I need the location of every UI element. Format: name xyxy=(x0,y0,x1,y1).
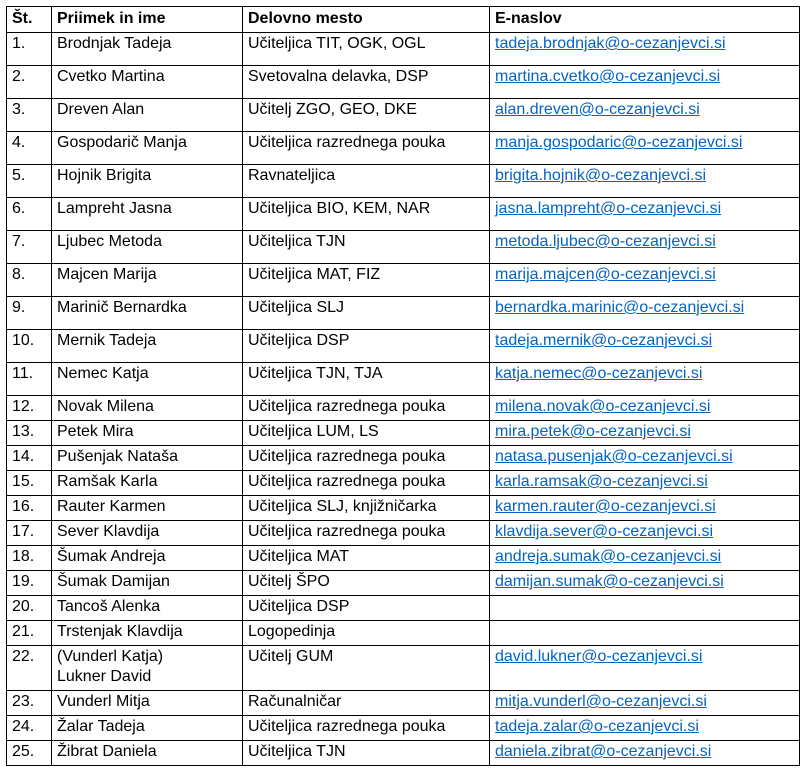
table-row xyxy=(7,330,800,363)
email-link[interactable]: natasa.pusenjak@o-cezanjevci.si xyxy=(495,448,733,465)
staff-email-cell xyxy=(490,446,800,471)
table-row xyxy=(7,132,800,165)
staff-position: Učiteljica SLJ xyxy=(243,297,490,330)
table-row xyxy=(7,496,800,521)
staff-position: Učiteljica MAT xyxy=(243,546,490,571)
row-number: 21. xyxy=(7,621,52,646)
email-link[interactable]: tadeja.zalar@o-cezanjevci.si xyxy=(495,718,699,735)
staff-position: Učitelj ZGO, GEO, DKE xyxy=(243,99,490,132)
header-name: Priimek in ime xyxy=(52,7,243,33)
row-number: 20. xyxy=(7,596,52,621)
staff-name: Ramšak Karla xyxy=(52,471,243,496)
row-number: 6. xyxy=(7,198,52,231)
email-link[interactable]: karla.ramsak@o-cezanjevci.si xyxy=(495,473,708,490)
email-link[interactable]: katja.nemec@o-cezanjevci.si xyxy=(495,365,703,382)
table-row xyxy=(7,264,800,297)
table-row xyxy=(7,546,800,571)
row-number: 23. xyxy=(7,691,52,716)
email-link[interactable]: klavdija.sever@o-cezanjevci.si xyxy=(495,523,714,540)
row-number: 5. xyxy=(7,165,52,198)
table-row xyxy=(7,363,800,396)
staff-table xyxy=(6,6,800,766)
staff-position: Računalničar xyxy=(243,691,490,716)
table-row xyxy=(7,33,800,66)
row-number: 14. xyxy=(7,446,52,471)
staff-position: Učiteljica SLJ, knjižničarka xyxy=(243,496,490,521)
staff-position: Svetovalna delavka, DSP xyxy=(243,66,490,99)
row-number: 24. xyxy=(7,716,52,741)
row-number: 25. xyxy=(7,741,52,766)
staff-name: Dreven Alan xyxy=(52,99,243,132)
email-link[interactable]: tadeja.mernik@o-cezanjevci.si xyxy=(495,332,713,349)
staff-email-cell xyxy=(490,571,800,596)
staff-name: Sever Klavdija xyxy=(52,521,243,546)
staff-name: Tancoš Alenka xyxy=(52,596,243,621)
staff-name: Nemec Katja xyxy=(52,363,243,396)
staff-email-cell xyxy=(490,198,800,231)
table-row xyxy=(7,297,800,330)
staff-name: Žalar Tadeja xyxy=(52,716,243,741)
email-link[interactable]: mira.petek@o-cezanjevci.si xyxy=(495,423,691,440)
staff-email-cell xyxy=(490,99,800,132)
table-row xyxy=(7,596,800,621)
staff-position: Učiteljica BIO, KEM, NAR xyxy=(243,198,490,231)
staff-name-line: Lukner David xyxy=(57,668,152,685)
staff-name: Marinič Bernardka xyxy=(52,297,243,330)
staff-name: Cvetko Martina xyxy=(52,66,243,99)
email-link[interactable]: jasna.lampreht@o-cezanjevci.si xyxy=(495,200,722,217)
staff-name: Pušenjak Nataša xyxy=(52,446,243,471)
staff-rows xyxy=(7,33,800,766)
staff-position: Učiteljica DSP xyxy=(243,330,490,363)
staff-position: Učiteljica TJN, TJA xyxy=(243,363,490,396)
staff-name: Brodnjak Tadeja xyxy=(52,33,243,66)
table-row xyxy=(7,99,800,132)
row-number: 22. xyxy=(7,646,52,691)
staff-email-cell xyxy=(490,496,800,521)
staff-position: Učitelj GUM xyxy=(243,646,490,691)
row-number: 11. xyxy=(7,363,52,396)
email-link[interactable]: bernardka.marinic@o-cezanjevci.si xyxy=(495,299,745,316)
table-row xyxy=(7,621,800,646)
staff-email-cell xyxy=(490,363,800,396)
row-number: 4. xyxy=(7,132,52,165)
staff-email-cell xyxy=(490,33,800,66)
staff-email-cell xyxy=(490,546,800,571)
staff-name: Rauter Karmen xyxy=(52,496,243,521)
staff-email-cell xyxy=(490,716,800,741)
email-link[interactable]: martina.cvetko@o-cezanjevci.si xyxy=(495,68,721,85)
row-number: 19. xyxy=(7,571,52,596)
staff-email-cell xyxy=(490,396,800,421)
table-row xyxy=(7,198,800,231)
header-email: E-naslov xyxy=(490,7,800,33)
table-row xyxy=(7,716,800,741)
staff-email-cell xyxy=(490,264,800,297)
staff-position: Učiteljica TIT, OGK, OGL xyxy=(243,33,490,66)
staff-name: Hojnik Brigita xyxy=(52,165,243,198)
staff-email-cell xyxy=(490,421,800,446)
email-link[interactable]: andreja.sumak@o-cezanjevci.si xyxy=(495,548,722,565)
email-link[interactable]: mitja.vunderl@o-cezanjevci.si xyxy=(495,693,707,710)
table-row xyxy=(7,741,800,766)
staff-email-cell xyxy=(490,297,800,330)
staff-email-cell xyxy=(490,521,800,546)
row-number: 9. xyxy=(7,297,52,330)
staff-position: Učiteljica razrednega pouka xyxy=(243,132,490,165)
staff-position: Logopedinja xyxy=(243,621,490,646)
staff-email-cell xyxy=(490,330,800,363)
staff-name: Novak Milena xyxy=(52,396,243,421)
staff-position: Učiteljica razrednega pouka xyxy=(243,521,490,546)
staff-name: Šumak Andreja xyxy=(52,546,243,571)
email-link[interactable]: tadeja.brodnjak@o-cezanjevci.si xyxy=(495,35,726,52)
staff-name: Šumak Damijan xyxy=(52,571,243,596)
staff-email-cell xyxy=(490,471,800,496)
staff-name: Gospodarič Manja xyxy=(52,132,243,165)
table-row xyxy=(7,231,800,264)
staff-name: Majcen Marija xyxy=(52,264,243,297)
staff-position: Učiteljica razrednega pouka xyxy=(243,471,490,496)
row-number: 16. xyxy=(7,496,52,521)
table-row xyxy=(7,421,800,446)
email-link[interactable]: metoda.ljubec@o-cezanjevci.si xyxy=(495,233,716,250)
staff-email-cell xyxy=(490,66,800,99)
table-row xyxy=(7,571,800,596)
staff-email-cell xyxy=(490,596,800,621)
row-number: 10. xyxy=(7,330,52,363)
email-link[interactable]: damijan.sumak@o-cezanjevci.si xyxy=(495,573,724,590)
staff-position: Učiteljica razrednega pouka xyxy=(243,716,490,741)
staff-email-cell xyxy=(490,691,800,716)
email-link[interactable]: daniela.zibrat@o-cezanjevci.si xyxy=(495,743,712,760)
staff-email-cell xyxy=(490,132,800,165)
staff-position: Učitelj ŠPO xyxy=(243,571,490,596)
staff-email-cell xyxy=(490,741,800,766)
staff-email-cell xyxy=(490,646,800,691)
staff-name xyxy=(52,646,243,691)
staff-name: Žibrat Daniela xyxy=(52,741,243,766)
staff-email-cell xyxy=(490,231,800,264)
row-number: 15. xyxy=(7,471,52,496)
email-link[interactable]: karmen.rauter@o-cezanjevci.si xyxy=(495,498,716,515)
header-number: Št. xyxy=(7,7,52,33)
email-link[interactable]: marija.majcen@o-cezanjevci.si xyxy=(495,266,716,283)
row-number: 7. xyxy=(7,231,52,264)
table-row xyxy=(7,66,800,99)
staff-name: Ljubec Metoda xyxy=(52,231,243,264)
staff-position: Učiteljica DSP xyxy=(243,596,490,621)
row-number: 1. xyxy=(7,33,52,66)
header-row xyxy=(7,7,800,33)
row-number: 12. xyxy=(7,396,52,421)
table-row xyxy=(7,521,800,546)
table-row xyxy=(7,471,800,496)
row-number: 2. xyxy=(7,66,52,99)
staff-position: Učiteljica razrednega pouka xyxy=(243,446,490,471)
table-row xyxy=(7,396,800,421)
staff-name: Petek Mira xyxy=(52,421,243,446)
staff-email-cell xyxy=(490,165,800,198)
email-link[interactable]: milena.novak@o-cezanjevci.si xyxy=(495,398,711,415)
staff-position: Učiteljica MAT, FIZ xyxy=(243,264,490,297)
header-position: Delovno mesto xyxy=(243,7,490,33)
staff-position: Ravnateljica xyxy=(243,165,490,198)
table-row xyxy=(7,691,800,716)
staff-name: Vunderl Mitja xyxy=(52,691,243,716)
row-number: 17. xyxy=(7,521,52,546)
staff-position: Učiteljica TJN xyxy=(243,741,490,766)
email-link[interactable]: brigita.hojnik@o-cezanjevci.si xyxy=(495,167,706,184)
staff-position: Učiteljica razrednega pouka xyxy=(243,396,490,421)
email-link[interactable]: manja.gospodaric@o-cezanjevci.si xyxy=(495,134,743,151)
row-number: 13. xyxy=(7,421,52,446)
row-number: 3. xyxy=(7,99,52,132)
staff-name: Lampreht Jasna xyxy=(52,198,243,231)
staff-email-cell xyxy=(490,621,800,646)
staff-name-line: (Vunderl Katja) xyxy=(57,648,164,665)
row-number: 18. xyxy=(7,546,52,571)
staff-name: Mernik Tadeja xyxy=(52,330,243,363)
staff-position: Učiteljica TJN xyxy=(243,231,490,264)
email-link[interactable]: david.lukner@o-cezanjevci.si xyxy=(495,648,703,665)
table-row xyxy=(7,165,800,198)
staff-name: Trstenjak Klavdija xyxy=(52,621,243,646)
table-row xyxy=(7,446,800,471)
email-link[interactable]: alan.dreven@o-cezanjevci.si xyxy=(495,101,700,118)
table-row xyxy=(7,646,800,691)
row-number: 8. xyxy=(7,264,52,297)
staff-position: Učiteljica LUM, LS xyxy=(243,421,490,446)
